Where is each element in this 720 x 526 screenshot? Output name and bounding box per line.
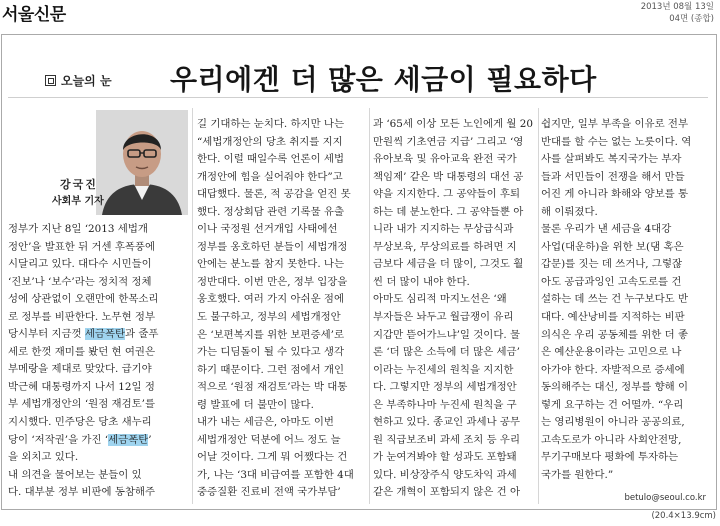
body-line: 갑문)를 짓는 데 쓰거나, 그렇잖	[541, 258, 683, 271]
body-line: 물론 우리가 낸 세금을 4대강	[541, 223, 672, 236]
body-line: 가는 디딤돌이 될 수 있다고 생각	[197, 346, 344, 359]
body-line: 쉽지만, 일부 부족을 이유로 전부	[541, 118, 688, 130]
body-line: 부메랑을 제대로 맞았다. 급기야	[8, 363, 152, 376]
body-line: 도 불구하고, 정부의 세법개정안	[197, 311, 341, 324]
clipping-size: (20.4×13.9cm)	[651, 511, 716, 521]
author-email: betulo@seoul.co.kr	[624, 493, 706, 503]
author-role: 사회부 기자	[52, 196, 104, 207]
body-line: 안에는 분노를 참지 못한다. 나는	[197, 258, 344, 271]
body-line: 로 정부를 비판한다. 노무현 정부	[8, 310, 155, 323]
column-divider	[369, 108, 370, 504]
column-divider	[192, 108, 193, 504]
body-column-4	[541, 116, 711, 494]
body-line: 정반대다. 이번 만은, 정부 입장을	[197, 275, 348, 288]
body-line: 정부를 옹호하던 분들이 세법개정	[197, 240, 348, 253]
body-line: 세로 한껏 재미를 봤던 현 여권은	[8, 345, 155, 358]
body-line: 론 ‘더 많은 소득에 더 많은 세금’	[373, 346, 520, 359]
body-line: “세법개정안의 당초 취지를 지지	[197, 135, 343, 148]
body-line: 사를 살펴봐도 복지국가는 부자	[541, 153, 682, 166]
body-line: 반대를 할 수는 없는 노릇이다. 역	[541, 135, 692, 148]
body-line: 적으로 ‘원점 재검토’라는 박 대통	[197, 381, 348, 394]
headline-divider	[8, 97, 708, 98]
body-line: 대다. 예산낭비를 지적하는 비판	[541, 311, 685, 324]
body-line: 가, 나는 ‘3대 비급여를 포함한 4대	[197, 468, 354, 481]
body-column-3	[373, 116, 535, 506]
body-line: 중증질환 진료비 전액 국가부담’	[197, 486, 341, 499]
body-line: 해 이뤄졌다.	[541, 205, 598, 218]
body-line: 성에 상관없이 오랜만에 한목소리	[8, 293, 159, 306]
body-column-2	[197, 116, 365, 506]
body-line: 정안’을 발표한 뒤 거센 후폭풍에	[8, 240, 155, 253]
body-line: 고속도로가 아니라 사회안전망,	[541, 433, 682, 446]
body-line: 을 외치고 있다.	[8, 451, 79, 464]
body-line: 하기 때문이다. 그런 점에서 개인	[197, 363, 344, 376]
body-line	[8, 326, 186, 344]
body-line: 원 직급보조비 과세 조치 등 우리	[373, 433, 520, 446]
body-line: 시달리고 있다. 대다수 시민들이	[8, 258, 152, 271]
body-line: 아도 공급과잉인 고속도로를 건	[541, 275, 682, 288]
body-line: 는 영리병원이 아니라 공공의료,	[541, 416, 685, 429]
body-line: 대답했다. 물론, 적 공감을 얻진 못	[197, 188, 351, 201]
body-line: 금보다 세금을 더 많이, 그것도 훨	[373, 258, 524, 271]
edition-page: 04면 (종합)	[669, 14, 714, 24]
body-line: 아마도 심리적 마지노선은 ‘왜	[373, 293, 507, 306]
body-line: 니라 내가 지지하는 무상급식과	[373, 223, 514, 236]
column-divider	[538, 108, 539, 504]
body-column-1	[8, 221, 186, 499]
body-line: 다. 그렇지만 정부의 세법개정안	[373, 381, 517, 394]
author-name: 강국진	[60, 178, 98, 191]
body-line: 유아보육 및 유아교육 완전 국가	[373, 153, 517, 166]
body-line: 지갑만 뜯어가느냐’일 것이다. 물	[373, 328, 520, 341]
body-line: 부 세법개정안의 ‘원점 재검토’를	[8, 398, 155, 411]
body-line: 은 예산운용이라는 고민으로 나	[541, 346, 682, 359]
body-line: 내가 내는 세금은, 아마도 이번	[197, 416, 334, 429]
body-line: 의식은 우리 공동체를 위한 더 좋	[541, 328, 688, 341]
body-line: 만원씩 기초연금 지급’ 그리고 ‘영	[373, 135, 524, 148]
body-line: 이라는 누진세의 원칙을 지지한	[373, 363, 514, 376]
body-line: 다. 대부분 정부 비판에 동참해주	[8, 486, 155, 499]
body-line: 과 ‘65세 이상 모든 노인에게 월 20	[373, 118, 533, 130]
body-line: 들과 서민들이 전쟁을 해서 만들	[541, 170, 685, 183]
body-line: 무기구매보다 평화에 투자하는	[541, 451, 679, 464]
body-line: 현하고 있다. 종교인 과세나 공무	[373, 416, 520, 429]
body-line: 국가를 원한다.”	[541, 468, 614, 481]
body-text: ’	[148, 433, 152, 446]
body-line: 한다. 이럴 때일수록 언론이 세법	[197, 153, 344, 166]
body-line: 내 의견을 물어보는 분들이 있	[8, 468, 142, 481]
body-line: 같은 개혁이 포함되지 않은 건 아	[373, 486, 520, 499]
body-line: 정부가 지난 8일 ‘2013 세법개	[8, 223, 148, 235]
body-line: 령 발표에 더 불만이 많다.	[197, 398, 314, 411]
body-text: 당이 ‘저작권’을 가진 ‘	[8, 433, 109, 446]
body-line: 옹호했다. 여러 가지 아쉬운 점에	[197, 293, 344, 306]
body-text: 과 줄푸	[125, 328, 159, 341]
highlighted-phrase: 세금폭탄	[84, 328, 126, 341]
body-line: 하는 데 분노한다. 그 공약들뿐 아	[373, 205, 524, 218]
body-line: 길 기대하는 눈치다. 하지만 나는	[197, 118, 344, 130]
body-line: 했다. 정상회담 관련 기록물 유출	[197, 205, 344, 218]
body-line: 가 눈여겨봐야 할 성과도 포함돼	[373, 451, 517, 464]
body-line: 설하는 데 쓰는 건 누구보다도 반	[541, 293, 688, 306]
highlighted-phrase: 세금폭탄	[108, 433, 149, 446]
column-box-icon	[45, 75, 56, 86]
body-line: ‘진보’나 ‘보수’라는 정치적 정체	[8, 275, 152, 288]
body-line	[8, 432, 186, 450]
body-line: 이나 국정원 선거개입 사태에선	[197, 223, 338, 236]
body-line: 있다. 비상장주식 양도차익 과세	[373, 468, 517, 481]
body-line: 어진 게 아니라 화해와 양보를 통	[541, 188, 688, 201]
masthead-logo: 서울신문	[2, 5, 66, 25]
body-line: 어날 것이다. 그게 뭐 어쨌다는 건	[197, 451, 348, 464]
body-line: 은 ‘보편복지를 위한 보편증세’로	[197, 328, 344, 341]
body-line: 동의해주는 대신, 정부를 향해 이	[541, 381, 688, 394]
body-line: 무상보육, 무상의료를 하려면 지	[373, 240, 517, 253]
body-line: 개정안에 힘을 실어줘야 한다”고	[197, 170, 343, 183]
edition-info	[574, 1, 714, 25]
body-line: 지시했다. 민주당은 당초 새누리	[8, 416, 152, 429]
article-headline: 우리에겐 더 많은 세금이 필요하다	[170, 63, 597, 96]
body-text: 당시부터 지금껏	[8, 328, 85, 341]
body-line: 씬 더 많이 내야 한다.	[373, 275, 470, 288]
body-line: 부자들은 놔두고 월급쟁이 유리	[373, 311, 514, 324]
body-line: 사업(대운하)을 위한 보(댐 혹은	[541, 240, 684, 253]
body-line: 세법개정안 덕분에 어느 정도 늘	[197, 433, 341, 446]
body-line: 렇게 요구하는 건 어떨까. “우리	[541, 398, 684, 411]
column-tag	[45, 72, 112, 88]
column-name: 오늘의 눈	[61, 73, 112, 88]
body-line: 은 부족하나마 누진세 원칙을 구	[373, 398, 517, 411]
body-line: 책임제’ 같은 박 대통령의 대선 공	[373, 170, 524, 183]
body-line: 박근혜 대통령까지 나서 12일 정	[8, 380, 155, 393]
body-line: 아가야 한다. 자발적으로 증세에	[541, 363, 685, 376]
edition-date: 2013년 08월 13일	[640, 2, 714, 12]
body-line: 약을 지지한다. 그 공약들이 후퇴	[373, 188, 520, 201]
